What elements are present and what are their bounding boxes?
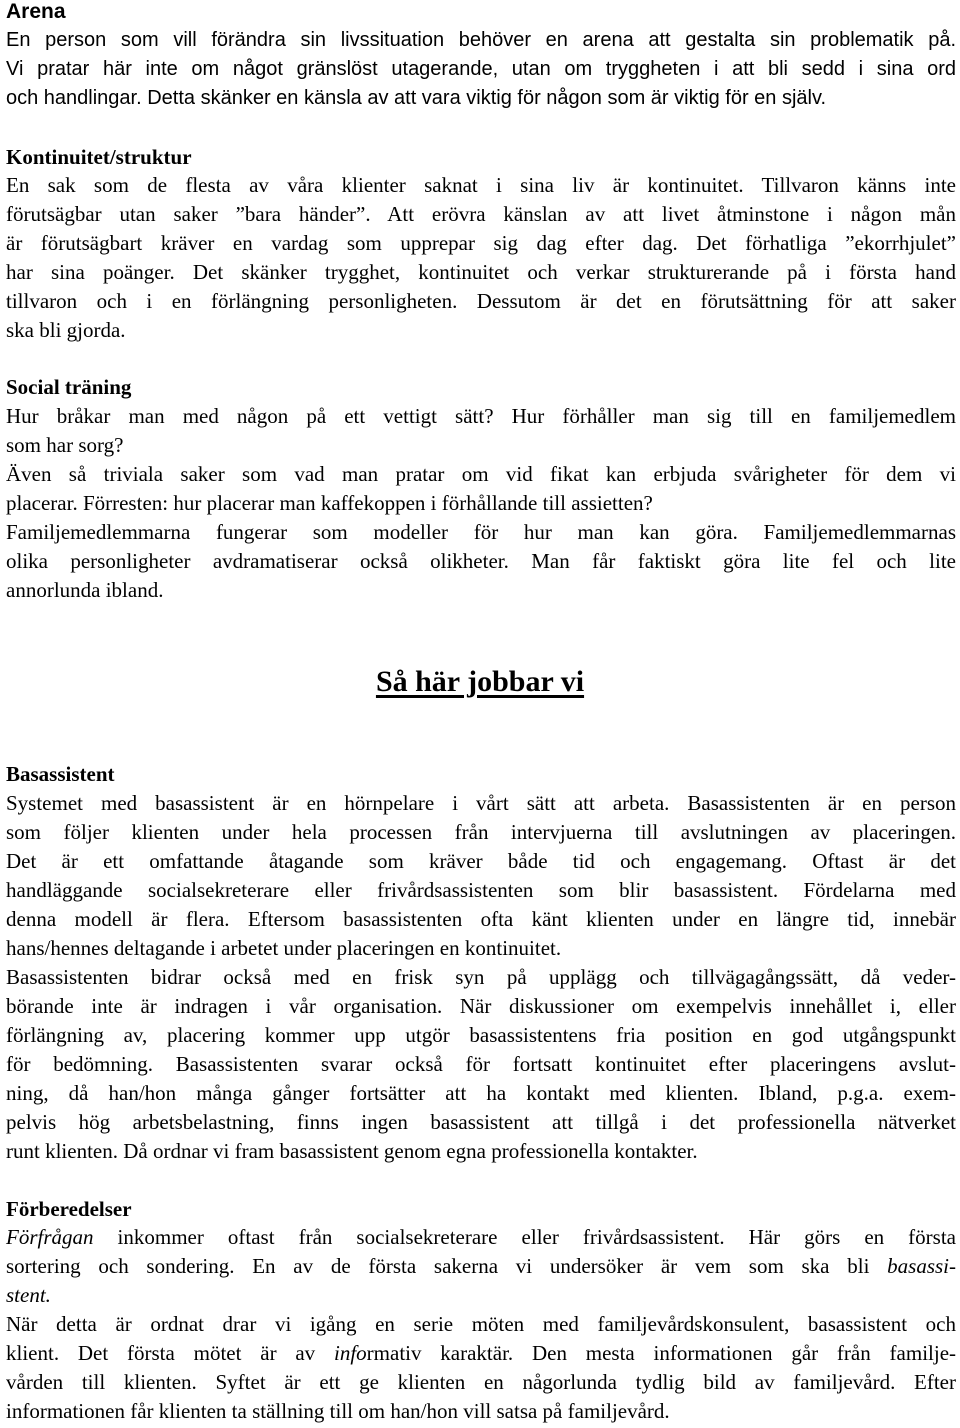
page-title-text: Så här jobbar vi: [375, 665, 585, 698]
forberedelser-heading: Förberedelser: [6, 1197, 132, 1221]
basassistent-line: Det är ett omfattande åtagande som kräver både tid och engagemang. Oftast är det: [6, 849, 956, 873]
kontinuitet-line: tillvaron och i en förlängning personligheten. Dessutom är det en förutsättning för att saker: [6, 289, 956, 313]
basassistent-line: runt klienten. Då ordnar vi fram basassistent genom egna professionella kontakter.: [6, 1139, 698, 1163]
kontinuitet-heading: Kontinuitet/struktur: [6, 145, 192, 169]
kontinuitet-line: har sina poänger. Det skänker trygghet, kontinuitet och verkar strukturerande på i första hand: [6, 260, 956, 284]
basassistent-line: som följer klienten under hela processen från intervjuerna till avslutningen av placeringen.: [6, 820, 956, 844]
social-line: Familjemedlemmarna fungerar som modeller för hur man kan göra. Familjemedlemmarnas: [6, 520, 956, 544]
social-line: som har sorg?: [6, 433, 124, 457]
forberedelser-line: När detta är ordnat drar vi igång en serie möten med familjevårdskonsulent, basassistent och: [6, 1312, 956, 1336]
arena-line: Vi pratar här inte om något gränslöst utagerande, utan om tryggheten i att bli sedd i sina ord: [6, 58, 956, 80]
kontinuitet-line: förutsägbar utan saker ”bara händer”. Att erövra känslan av att livet åtminstone i någon mån: [6, 202, 956, 226]
arena-heading: Arena: [6, 0, 66, 23]
forberedelser-line: [6, 1252, 956, 1281]
social-line: Hur bråkar man med någon på ett vettigt sätt? Hur förhåller man sig till en familjemedlem: [6, 404, 956, 428]
forfragan-term: Förfrågan: [6, 1225, 94, 1249]
basassistent-line: denna modell är flera. Eftersom basassistenten ofta känt klienten under en längre tid, innebär: [6, 907, 956, 931]
basassistent-term-cont: stent.: [6, 1283, 51, 1307]
forberedelser-line: [6, 1281, 956, 1310]
forberedelser-line: [6, 1339, 956, 1368]
forberedelser-text: inkommer oftast från socialsekreterare eller frivårdsassistent. Här görs en första: [93, 1225, 956, 1249]
social-paragraph: [6, 402, 956, 605]
basassistent-line: hans/hennes deltagande i arbetet under placeringen en kontinuitet.: [6, 936, 562, 960]
basassistent-line: Basassistenten bidrar också med en frisk syn på upplägg och tillvägagångssätt, då veder-: [6, 965, 956, 989]
arena-line: En person som vill förändra sin livssituation behöver en arena att gestalta sin problematik på.: [6, 29, 956, 51]
basassistent-line: förlängning av, placering kommer upp utgör basassistentens fria position en god utgångspunkt: [6, 1023, 956, 1047]
social-line: placerar. Förresten: hur placerar man kaffekoppen i förhållande till assietten?: [6, 491, 653, 515]
page-title: [0, 662, 960, 702]
forberedelser-text: rmativ karaktär. Den mesta informationen går från familje-: [366, 1341, 957, 1365]
kontinuitet-line: En sak som de flesta av våra klienter saknat i sina liv är kontinuitet. Tillvaron känns inte: [6, 173, 956, 197]
forberedelser-text: sortering och sondering. En av de första sakerna vi undersöker är vem som ska bli: [6, 1254, 888, 1278]
arena-paragraph: [6, 26, 956, 113]
basassistent-heading: Basassistent: [6, 762, 115, 786]
forberedelser-line: [6, 1223, 956, 1252]
social-line: olika personligheter avdramatiserar också olikheter. Man får faktiskt göra lite fel och lite: [6, 549, 956, 573]
social-heading: Social träning: [6, 375, 132, 399]
basassistent-line: börande inte är indragen i vår organisation. När diskussioner om exempelvis innehållet i, eller: [6, 994, 956, 1018]
basassistent-term: basassi-: [887, 1254, 956, 1278]
basassistent-line: pelvis hög arbetsbelastning, finns ingen basassistent att tillgå i det professionella nätverket: [6, 1110, 956, 1134]
basassistent-line: för bedömning. Basassistenten svarar också för fortsatt kontinuitet efter placeringens avslut-: [6, 1052, 956, 1076]
arena-line: och handlingar. Detta skänker en känsla av att vara viktig för någon som är viktig för en själv.: [6, 87, 827, 109]
kontinuitet-line: ska bli gjorda.: [6, 318, 126, 342]
forberedelser-text: klient. Det första mötet är av: [6, 1341, 334, 1365]
forberedelser-line: informationen får klienten ta ställning till om han/hon vill satsa på familjevård.: [6, 1399, 670, 1423]
basassistent-line: Systemet med basassistent är en hörnpelare i vårt sätt att arbeta. Basassistenten är en person: [6, 791, 956, 815]
social-line: annorlunda ibland.: [6, 578, 164, 602]
social-line: Även så triviala saker som vad man pratar om vid fikat kan erbjuda svårigheter för dem vi: [6, 462, 956, 486]
kontinuitet-paragraph: [6, 171, 956, 345]
forberedelser-paragraph: [6, 1223, 956, 1426]
forberedelser-line: vården till klienten. Syftet är ett ge klienten en någorlunda tydlig bild av familjevård. Efter: [6, 1370, 956, 1394]
info-term: info: [334, 1341, 367, 1365]
basassistent-line: handläggande socialsekreterare eller frivårdsassistenten som blir basassistent. Fördelarna med: [6, 878, 956, 902]
basassistent-line: ning, då han/hon många gånger fortsätter att ha kontakt med klienten. Ibland, p.g.a. exem-: [6, 1081, 956, 1105]
basassistent-paragraph: [6, 789, 956, 1166]
kontinuitet-line: är förutsägbart kräver en vardag som upprepar sig dag efter dag. Det förhatliga ”ekorrhjulet”: [6, 231, 956, 255]
